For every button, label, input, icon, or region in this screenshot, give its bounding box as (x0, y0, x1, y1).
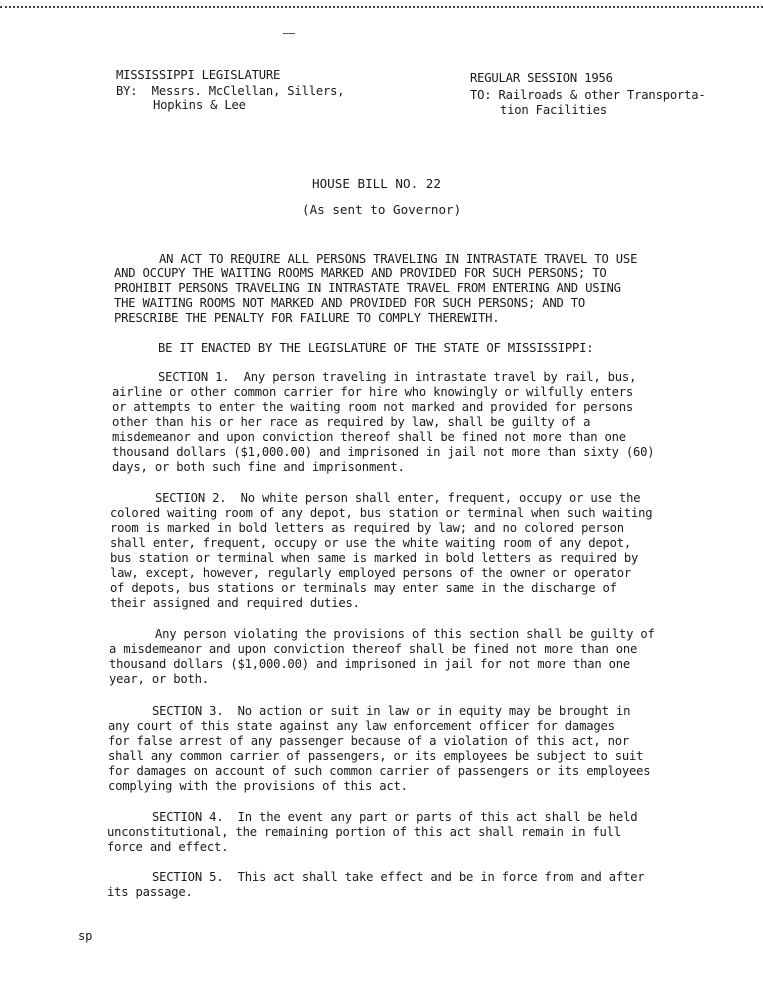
section1-line: thousand dollars ($1,000.00) and imprisoned in jail not more than sixty (60) (112, 445, 655, 459)
section2-penalty-line: thousand dollars ($1,000.00) and imprisoned in jail for not more than one (109, 657, 631, 671)
enacting-clause: BE IT ENACTED BY THE LEGISLATURE OF THE STATE OF MISSISSIPPI: (158, 341, 594, 355)
section2-line: bus station or terminal when same is marked in bold letters as required by (110, 551, 639, 565)
header-referral-cont: tion Facilities (500, 103, 608, 117)
section4-line: force and effect. (107, 840, 229, 854)
section4-line: unconstitutional, the remaining portion of this act shall remain in full (107, 825, 621, 839)
header-legislature: MISSISSIPPI LEGISLATURE (116, 68, 281, 82)
section2-line: shall enter, frequent, occupy or use the white waiting room of any depot, (110, 536, 632, 550)
section1-line: SECTION 1. Any person traveling in intrastate travel by rail, bus, (158, 370, 637, 384)
preamble-line: PROHIBIT PERSONS TRAVELING IN INTRASTATE TRAVEL FROM ENTERING AND USING (114, 281, 621, 295)
section2-line: their assigned and required duties. (110, 596, 360, 610)
preamble-line: PRESCRIBE THE PENALTY FOR FAILURE TO COMPLY THEREWITH. (114, 311, 500, 325)
section3-line: any court of this state against any law enforcement officer for damages (108, 719, 615, 733)
section2-line: law, except, however, regularly employed persons of the owner or operator (110, 566, 632, 580)
section2-penalty-line: Any person violating the provisions of this section shall be guilty of (155, 627, 655, 641)
section3-line: SECTION 3. No action or suit in law or in equity may be brought in (152, 704, 631, 718)
preamble-line: THE WAITING ROOMS NOT MARKED AND PROVIDED FOR SUCH PERSONS; AND TO (114, 296, 586, 310)
section1-line: airline or other common carrier for hire who knowingly or wilfully enters (112, 385, 634, 399)
section2-penalty-line: year, or both. (109, 672, 209, 686)
header-sponsors-cont: Hopkins & Lee (153, 98, 246, 112)
section3-line: for damages on account of such common carrier of passengers or its employees (108, 764, 651, 778)
section3-line: shall any common carrier of passengers, or its employees be subject to suit (108, 749, 644, 763)
preamble-line: AND OCCUPY THE WAITING ROOMS MARKED AND PROVIDED FOR SUCH PERSONS; TO (114, 266, 607, 280)
header-session: REGULAR SESSION 1956 (470, 71, 613, 85)
page-top-edge (0, 0, 763, 8)
section3-line: complying with the provisions of this act. (108, 779, 408, 793)
section2-line: SECTION 2. No white person shall enter, frequent, occupy or use the (155, 491, 641, 505)
section1-line: or attempts to enter the waiting room not marked and provided for persons (112, 400, 634, 414)
section2-line: of depots, bus stations or terminals may enter same in the discharge of (110, 581, 617, 595)
section1-line: other than his or her race as required by law, shall be guilty of a (112, 415, 591, 429)
section4-line: SECTION 4. In the event any part or parts of this act shall be held (152, 810, 638, 824)
section5-line: SECTION 5. This act shall take effect and be in force from and after (152, 870, 645, 884)
bill-title: HOUSE BILL NO. 22 (312, 176, 441, 191)
header-referral: TO: Railroads & other Transporta- (470, 88, 706, 102)
section1-line: misdemeanor and upon conviction thereof shall be fined not more than one (112, 430, 626, 444)
typist-initials: sp (78, 929, 93, 943)
preamble-line: AN ACT TO REQUIRE ALL PERSONS TRAVELING IN INTRASTATE TRAVEL TO USE (159, 252, 638, 266)
section2-line: colored waiting room of any depot, bus station or terminal when such waiting (110, 506, 653, 520)
scan-mark (283, 33, 295, 34)
section5-line: its passage. (107, 885, 193, 899)
section1-line: days, or both such fine and imprisonment. (112, 460, 405, 474)
section3-line: for false arrest of any passenger because of a violation of this act, nor (108, 734, 630, 748)
section2-line: room is marked in bold letters as required by law; and no colored person (110, 521, 624, 535)
header-sponsors: BY: Messrs. McClellan, Sillers, (116, 84, 345, 98)
section2-penalty-line: a misdemeanor and upon conviction thereof shall be fined not more than one (109, 642, 638, 656)
bill-status: (As sent to Governor) (302, 202, 462, 217)
